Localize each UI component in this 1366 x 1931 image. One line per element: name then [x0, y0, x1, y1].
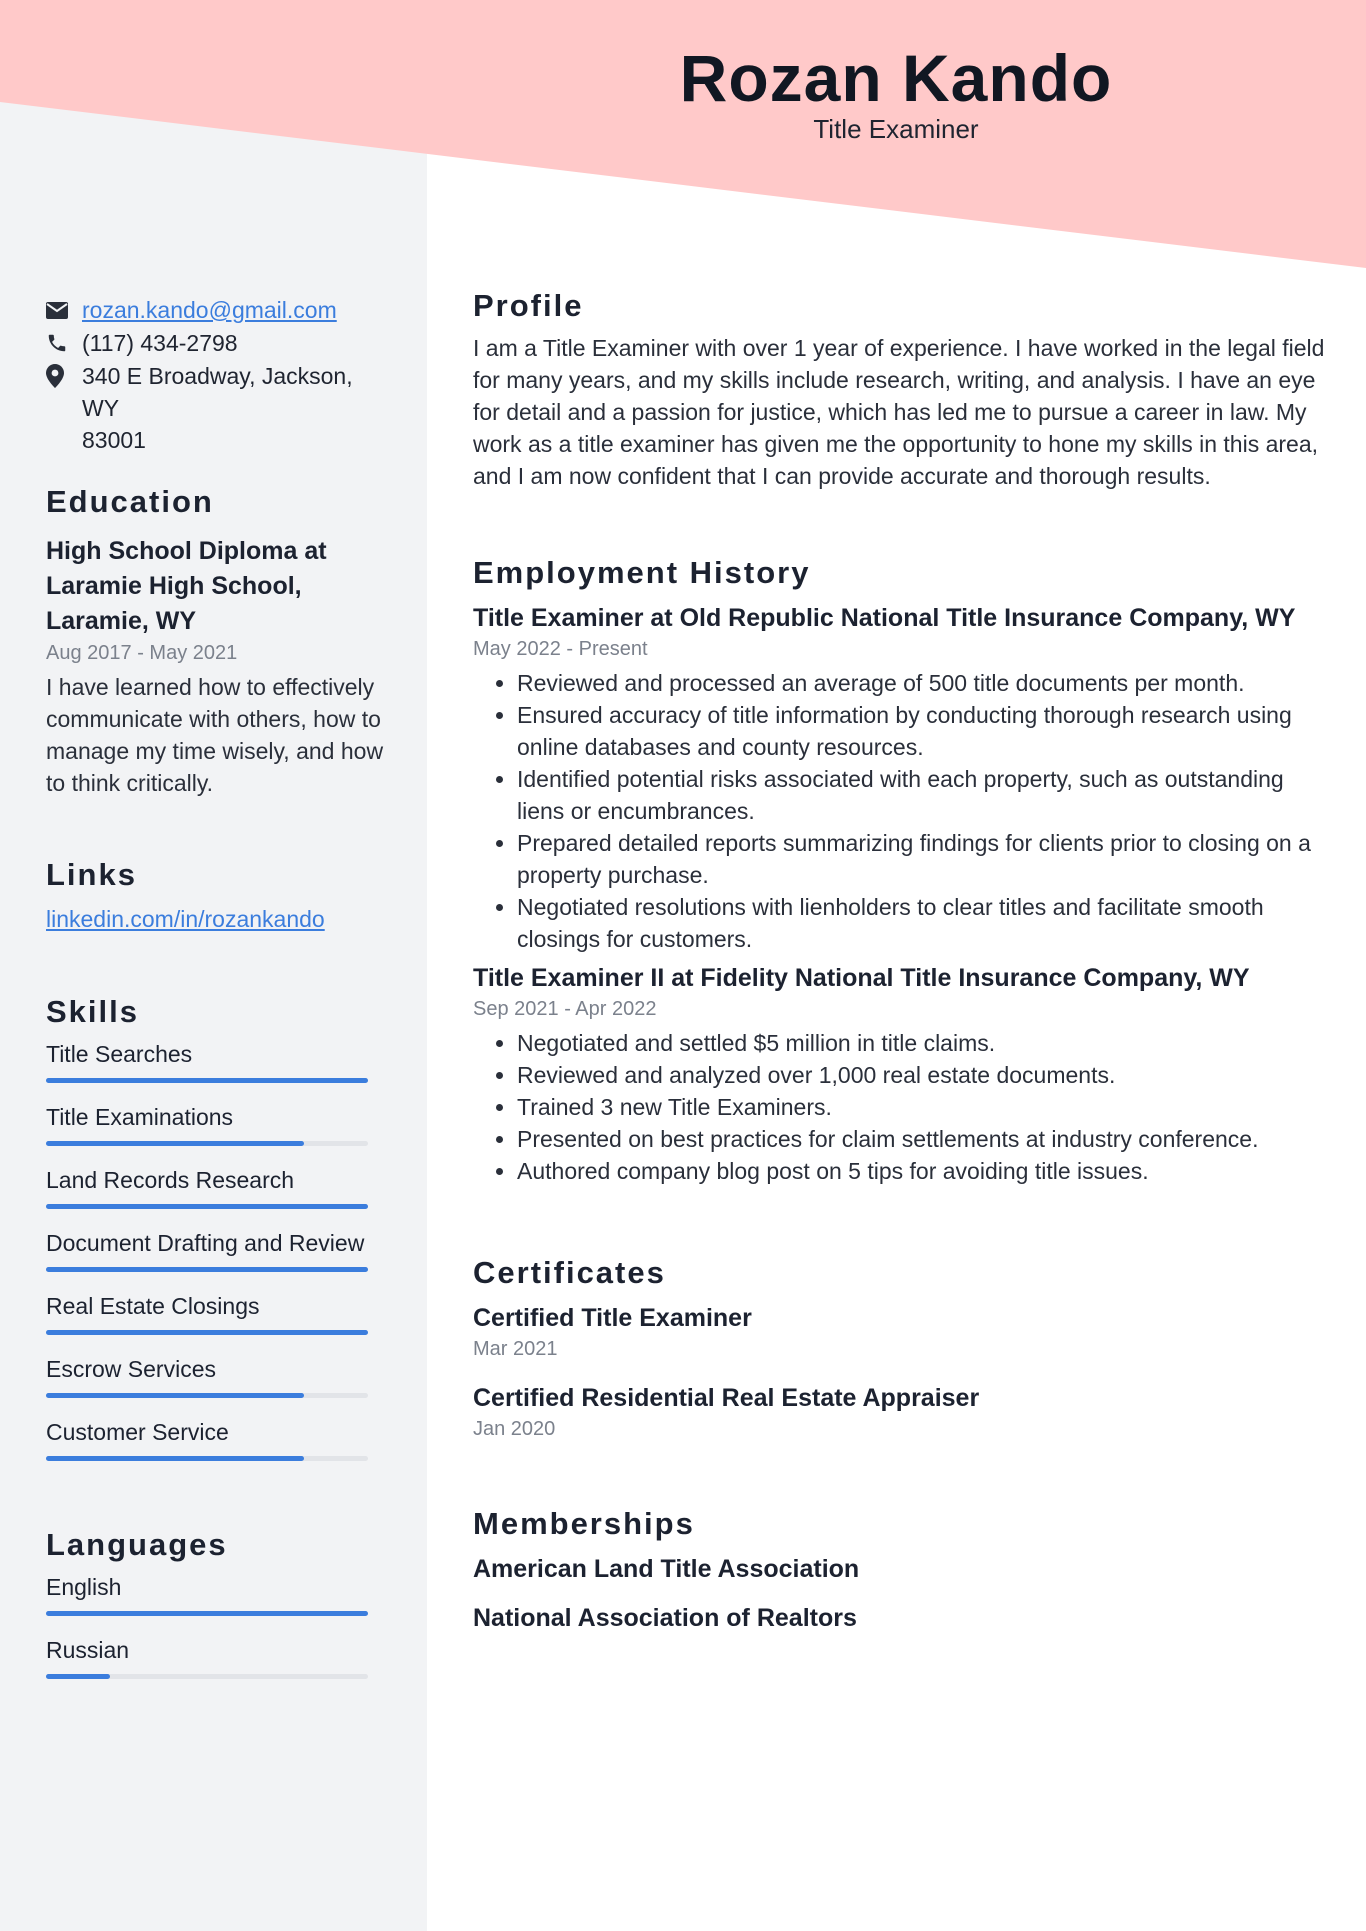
contact-section — [46, 294, 386, 457]
skill-level-fill — [46, 1330, 368, 1335]
language-item — [46, 1571, 386, 1616]
job-bullet: • Reviewed and analyzed over 1,000 real estate documents. — [517, 1059, 1325, 1091]
language-label: English — [46, 1574, 122, 1600]
skill-level-bar — [46, 1204, 368, 1209]
memberships-list — [473, 1552, 1325, 1635]
skill-item — [46, 1353, 386, 1398]
linkedin-link[interactable]: linkedin.com/in/rozankando — [46, 906, 325, 932]
language-level-bar — [46, 1674, 368, 1679]
job-bullets — [473, 667, 1325, 955]
certificate-date: Jan 2020 — [473, 1418, 556, 1440]
certificates-list — [473, 1301, 1325, 1443]
education-degree — [46, 534, 386, 639]
job-bullets — [473, 1027, 1325, 1187]
certificate-date: Mar 2021 — [473, 1338, 558, 1360]
job-title: Title Examiner II at Fidelity National Title Insurance Company, WY — [473, 964, 1250, 992]
certificate-title: Certified Residential Real Estate Appraiser — [473, 1384, 980, 1412]
education-degree-line-1: High School Diploma at — [46, 537, 327, 565]
contact-email-row — [46, 294, 386, 326]
membership-item: American Land Title Association — [473, 1555, 860, 1583]
employment-heading: Employment History — [473, 555, 811, 590]
skills-section — [46, 992, 386, 1479]
certificates-heading: Certificates — [473, 1255, 666, 1290]
job-bullet: • Identified potential risks associated with each property, such as outstanding liens or encumbrances. — [517, 763, 1325, 827]
education-dates: Aug 2017 - May 2021 — [46, 642, 238, 664]
education-heading: Education — [46, 484, 214, 519]
skill-level-bar — [46, 1330, 368, 1335]
languages-heading: Languages — [46, 1527, 228, 1562]
profile-section — [473, 286, 1325, 492]
job-bullet: • Reviewed and processed an average of 500 title documents per month. — [517, 667, 1325, 699]
skill-label: Document Drafting and Review — [46, 1230, 365, 1256]
skill-level-fill — [46, 1078, 368, 1083]
skill-item — [46, 1227, 386, 1272]
job-title: Title Examiner at Old Republic National Title Insurance Company, WY — [473, 604, 1296, 632]
skill-level-bar — [46, 1393, 368, 1398]
skill-level-fill — [46, 1393, 304, 1398]
skill-label: Customer Service — [46, 1419, 229, 1445]
languages-section — [46, 1525, 386, 1697]
skill-level-fill — [46, 1456, 304, 1461]
profile-heading: Profile — [473, 288, 584, 323]
job-entry — [473, 961, 1325, 1187]
certificate-entry — [473, 1301, 1325, 1363]
skill-label: Real Estate Closings — [46, 1293, 260, 1319]
job-dates: Sep 2021 - Apr 2022 — [473, 998, 657, 1020]
skill-label: Escrow Services — [46, 1356, 216, 1382]
skill-level-fill — [46, 1141, 304, 1146]
skills-list — [46, 1038, 386, 1461]
language-label: Russian — [46, 1637, 130, 1663]
certificates-section — [473, 1253, 1325, 1461]
skill-label: Land Records Research — [46, 1167, 295, 1193]
profile-text: I am a Title Examiner with over 1 year of experience. I have worked in the legal field for many years, and my skills include research, writing, and analysis. I have an eye for detail and a passion for justice, which has led me to pursue a career in law. My work as a title examiner has given me the opportunity to hone my skills in this area, and I am now confident that I can provide accurate and thorough results. — [473, 335, 1325, 489]
skill-level-bar — [46, 1141, 368, 1146]
education-section — [46, 482, 386, 799]
memberships-section — [473, 1504, 1325, 1650]
envelope-icon — [46, 294, 82, 326]
job-bullet: • Authored company blog post on 5 tips for avoiding title issues. — [517, 1155, 1325, 1187]
job-dates: May 2022 - Present — [473, 638, 648, 660]
languages-list — [46, 1571, 386, 1679]
certificate-entry — [473, 1381, 1325, 1443]
job-bullet: • Prepared detailed reports summarizing findings for clients prior to closing on a property purchase. — [517, 827, 1325, 891]
skill-item — [46, 1164, 386, 1209]
skill-item — [46, 1101, 386, 1146]
address-line-1: 340 E Broadway, Jackson, WY — [82, 363, 353, 421]
skill-level-bar — [46, 1456, 368, 1461]
address-text — [82, 360, 386, 456]
job-entry — [473, 601, 1325, 955]
contact-address-row — [46, 360, 386, 456]
email-link[interactable]: rozan.kando@gmail.com — [82, 297, 337, 323]
jobs-list — [473, 601, 1325, 1187]
candidate-name: Rozan Kando — [679, 41, 1113, 115]
links-heading: Links — [46, 857, 137, 892]
contact-phone-row — [46, 327, 386, 359]
skills-heading: Skills — [46, 994, 139, 1029]
job-bullet: • Negotiated resolutions with lienholders to clear titles and facilitate smooth closings for customers. — [517, 891, 1325, 955]
education-degree-line-3: Laramie, WY — [46, 607, 197, 635]
language-level-fill — [46, 1674, 110, 1679]
address-line-2: 83001 — [82, 427, 146, 453]
membership-item: National Association of Realtors — [473, 1604, 857, 1632]
language-level-fill — [46, 1611, 368, 1616]
language-level-bar — [46, 1611, 368, 1616]
memberships-heading: Memberships — [473, 1506, 695, 1541]
skill-level-bar — [46, 1078, 368, 1083]
skill-level-bar — [46, 1267, 368, 1272]
skill-item — [46, 1038, 386, 1083]
links-section — [46, 855, 386, 935]
skill-item — [46, 1416, 386, 1461]
skill-label: Title Searches — [46, 1041, 193, 1067]
phone-icon — [46, 327, 82, 359]
employment-section — [473, 553, 1325, 1193]
job-bullet: • Ensured accuracy of title information by conducting thorough research using online databases and county resources. — [517, 699, 1325, 763]
skill-level-fill — [46, 1267, 368, 1272]
education-description: I have learned how to effectively communicate with others, how to manage my time wisely, and how to think critically. — [46, 674, 384, 796]
education-degree-line-2: Laramie High School, — [46, 572, 302, 600]
certificate-title: Certified Title Examiner — [473, 1304, 752, 1332]
language-item — [46, 1634, 386, 1679]
candidate-title: Title Examiner — [813, 114, 979, 144]
job-bullet: • Presented on best practices for claim settlements at industry conference. — [517, 1123, 1325, 1155]
job-bullet: • Negotiated and settled $5 million in title claims. — [517, 1027, 1325, 1059]
job-bullet: • Trained 3 new Title Examiners. — [517, 1091, 1325, 1123]
phone-text: (117) 434-2798 — [82, 330, 238, 356]
skill-label: Title Examinations — [46, 1104, 234, 1130]
skill-item — [46, 1290, 386, 1335]
skill-level-fill — [46, 1204, 368, 1209]
location-pin-icon — [46, 360, 82, 392]
